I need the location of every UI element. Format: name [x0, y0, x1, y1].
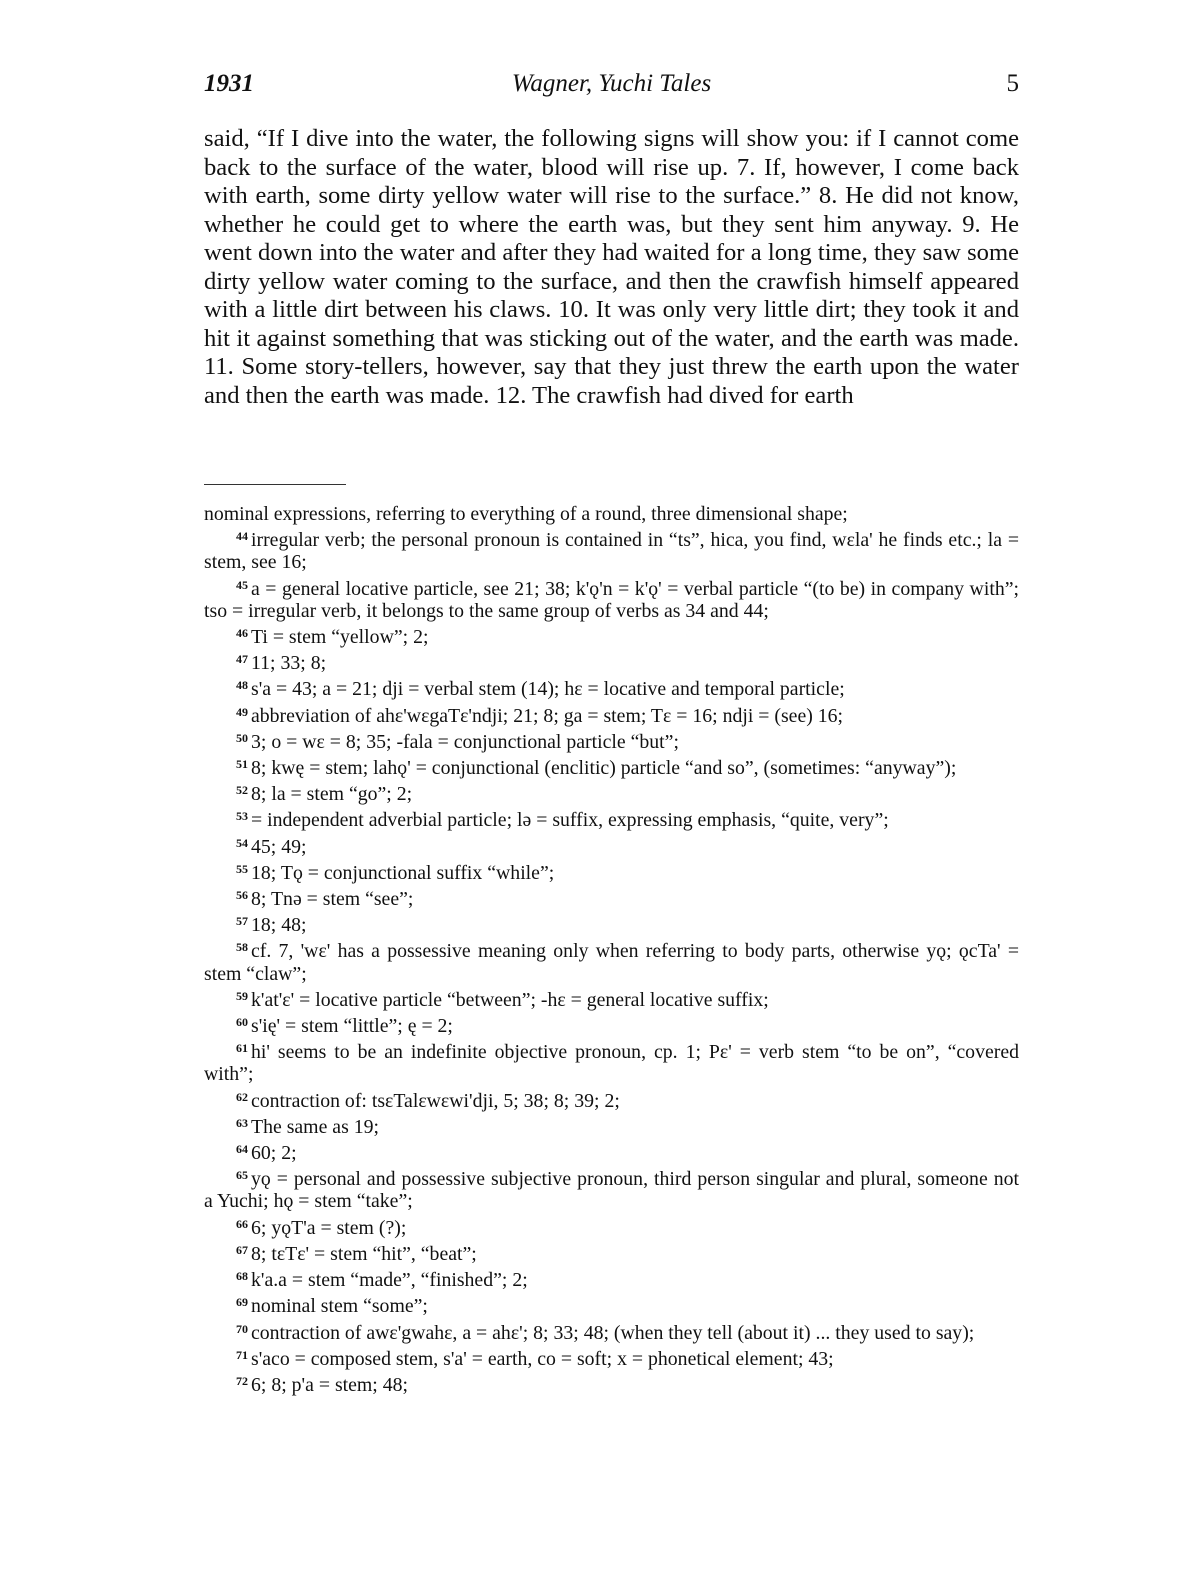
footnote-number: 49 — [236, 704, 248, 719]
footnote — [204, 574, 1019, 622]
footnote-text: 45; 49; — [251, 835, 307, 858]
footnote — [204, 1213, 1019, 1239]
footnote — [204, 936, 1019, 984]
footnote — [204, 805, 1019, 831]
footnote-text: abbreviation of ahɛ'wɛgaTɛ'ndji; 21; 8; ga = stem; Tɛ = 16; ndji = (see) 16; — [251, 704, 844, 727]
footnote-number: 54 — [236, 835, 248, 850]
footnote-number: 44 — [236, 529, 248, 544]
footnote — [204, 1318, 1019, 1344]
footnote-number: 61 — [236, 1041, 248, 1056]
footnote — [204, 884, 1019, 910]
footnote-number: 53 — [236, 809, 248, 824]
footnote-text: nominal stem “some”; — [251, 1295, 428, 1318]
footnote-rule — [204, 484, 346, 485]
footnote-text: contraction of awɛ'gwahɛ, a = ahɛ'; 8; 33; 48; (when they tell (about it) ... they used to say); — [251, 1321, 975, 1344]
footnote-text: Ti = stem “yellow”; 2; — [251, 626, 429, 649]
footnote — [204, 1112, 1019, 1138]
footnote-text: 6; yǫT'a = stem (?); — [251, 1216, 407, 1239]
footnote-number: 69 — [236, 1295, 248, 1310]
footnote-number: 58 — [236, 940, 248, 955]
footnote-text: a = general locative particle, see 21; 38; k'ǫ'n = k'ǫ' = verbal particle “(to be) in company with”; tso = irregular verb, it belongs to the same group of verbs as 34 and 44; — [204, 577, 1019, 622]
footnote-text: 8; Tnə = stem “see”; — [251, 888, 414, 911]
footnote-text: The same as 19; — [251, 1115, 379, 1138]
footnote-text: = independent adverbial particle; lə = suffix, expressing emphasis, “quite, very”; — [251, 809, 889, 832]
main-text: said, “If I dive into the water, the following signs will show you: if I cannot come back to the surface of the water, blood will rise up. 7. If, however, I come back with earth, some dirty yellow water will rise to the surface.” 8. He did not know, whether he could get to where the earth was, but they sent him anyway. 9. He went down into the water and after they had waited for a long time, they saw some dirty yellow water coming to the surface, and then the crawfish himself appeared with a little dirt between his claws. 10. It was only very little dirt; they took it and hit it against something that was sticking out of the water, and the earth was made. 11. Some story-tellers, however, say that they just threw the earth upon the water and then the earth was made. 12. The crawfish had dived for earth — [204, 125, 1019, 409]
footnote-text: 18; Tǫ = conjunctional suffix “while”; — [251, 861, 555, 884]
footnote — [204, 674, 1019, 700]
footnote-text: yǫ = personal and possessive subjective pronoun, third person singular and plural, someone not a Yuchi; hǫ = stem “take”; — [204, 1168, 1019, 1213]
footnote-number: 66 — [236, 1216, 248, 1231]
footnote-text: 11; 33; 8; — [251, 652, 327, 675]
footnote-number: 52 — [236, 783, 248, 798]
running-header — [204, 70, 1019, 104]
footnote — [204, 1344, 1019, 1370]
footnote-number: 64 — [236, 1142, 248, 1157]
footnote-text: s'a = 43; a = 21; dji = verbal stem (14); hɛ = locative and temporal particle; — [251, 678, 845, 701]
footnote-text: hi' seems to be an indefinite objective pronoun, cp. 1; Pɛ' = verb stem “to be on”, “covered with”; — [204, 1041, 1019, 1086]
footnote-text: 6; 8; p'a = stem; 48; — [251, 1373, 409, 1396]
footnote-number: 71 — [236, 1347, 248, 1362]
footnote — [204, 753, 1019, 779]
footnote-text: k'at'ɛ' = locative particle “between”; -hɛ = general locative suffix; — [251, 988, 769, 1011]
footnote — [204, 701, 1019, 727]
footnote-number: 50 — [236, 730, 248, 745]
footnote — [204, 1239, 1019, 1265]
footnote-number: 57 — [236, 914, 248, 929]
footnote — [204, 622, 1019, 648]
footnote — [204, 648, 1019, 674]
footnote-number: 62 — [236, 1089, 248, 1104]
footnote-number: 65 — [236, 1168, 248, 1183]
footnote-text: cf. 7, 'wɛ' has a possessive meaning only when referring to body parts, otherwise yǫ; ǫcTa' = stem “claw”; — [204, 940, 1019, 985]
footnote — [204, 525, 1019, 573]
footnote-text: irregular verb; the personal pronoun is contained in “ts”, hica, you find, wɛla' he finds etc.; la = stem, see 16; — [204, 529, 1019, 574]
footnote — [204, 910, 1019, 936]
footnotes — [204, 503, 1019, 1396]
footnote-number: 48 — [236, 678, 248, 693]
footnote-number: 68 — [236, 1269, 248, 1284]
footnote-number: 45 — [236, 577, 248, 592]
footnote-number: 46 — [236, 626, 248, 641]
footnote-text: 18; 48; — [251, 914, 307, 937]
footnote-text: k'a.a = stem “made”, “finished”; 2; — [251, 1269, 528, 1292]
footnote — [204, 503, 1019, 525]
footnote — [204, 832, 1019, 858]
footnote — [204, 1370, 1019, 1396]
footnote — [204, 1265, 1019, 1291]
footnote-text: 3; o = wɛ = 8; 35; -fala = conjunctional particle “but”; — [251, 730, 679, 753]
footnote-number: 47 — [236, 652, 248, 667]
footnote — [204, 1037, 1019, 1085]
footnote — [204, 1164, 1019, 1212]
footnote — [204, 1086, 1019, 1112]
footnote-number: 51 — [236, 757, 248, 772]
footnote-text: 8; tɛTɛ' = stem “hit”, “beat”; — [251, 1242, 477, 1265]
footnote-number: 72 — [236, 1373, 248, 1388]
footnote-text: 8; kwę = stem; lahǫ' = conjunctional (enclitic) particle “and so”, (sometimes: “anyway”); — [251, 757, 957, 780]
footnote — [204, 727, 1019, 753]
footnote — [204, 985, 1019, 1011]
footnote-number: 70 — [236, 1321, 248, 1336]
footnote — [204, 779, 1019, 805]
footnote — [204, 1291, 1019, 1317]
footnote-number: 56 — [236, 888, 248, 903]
footnote-number: 60 — [236, 1015, 248, 1030]
footnote-number: 55 — [236, 861, 248, 876]
footnote-number: 67 — [236, 1242, 248, 1257]
footnote-text: contraction of: tsɛTalɛwɛwi'dji, 5; 38; 8; 39; 2; — [251, 1089, 620, 1112]
page-number: 5 — [1006, 70, 1019, 97]
footnote-number: 63 — [236, 1115, 248, 1130]
footnote — [204, 1138, 1019, 1164]
header-year: 1931 — [204, 70, 254, 97]
footnote-text: 8; la = stem “go”; 2; — [251, 783, 413, 806]
footnote-text: 60; 2; — [251, 1142, 297, 1165]
footnote-text: s'ię' = stem “little”; ę = 2; — [251, 1015, 453, 1038]
footnote-text: s'aco = composed stem, s'a' = earth, co = soft; x = phonetical element; 43; — [251, 1347, 834, 1370]
footnote — [204, 858, 1019, 884]
footnote-number: 59 — [236, 988, 248, 1003]
footnote — [204, 1011, 1019, 1037]
header-title: Wagner, Yuchi Tales — [511, 70, 712, 97]
footnote-text: nominal expressions, referring to everything of a round, three dimensional shape; — [204, 503, 848, 525]
